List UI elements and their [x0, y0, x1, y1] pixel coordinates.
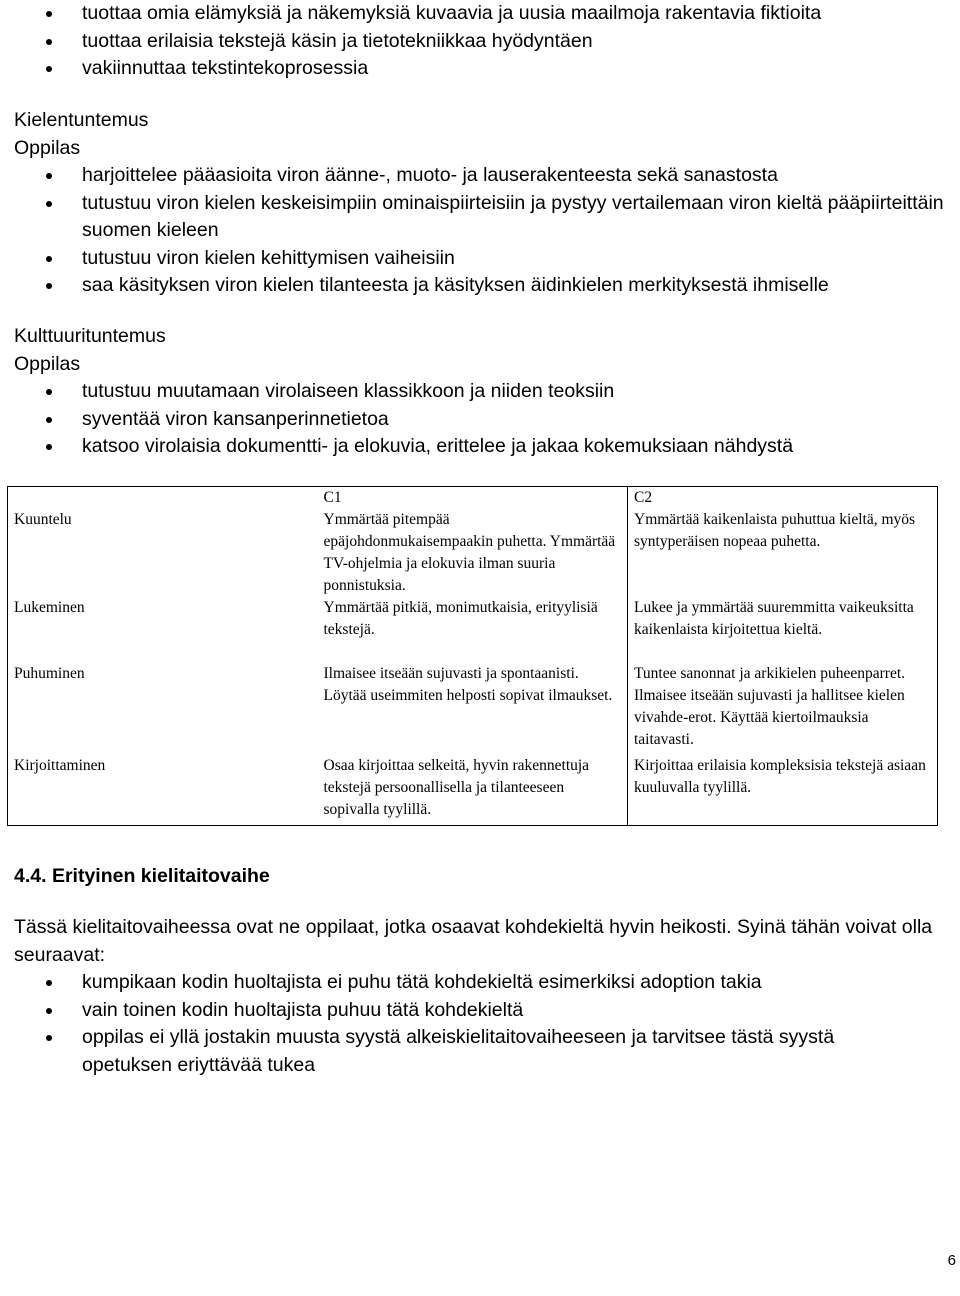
c1-cell: Osaa kirjoittaa selkeitä, hyvin rakennettuja tekstejä persoonallisella ja tilanteeseen sopivalla tyylillä. — [318, 751, 628, 826]
continued-bullet-list — [0, 0, 960, 83]
kielentuntemus-heading: Kielentuntemus — [14, 109, 149, 131]
table-row — [8, 751, 938, 826]
table-header-row — [8, 487, 938, 510]
section-heading: 4.4. Erityinen kielitaitovaihe — [14, 865, 270, 887]
page-number: 6 — [947, 1252, 956, 1269]
list-item: syventää viron kansanperinnetietoa — [0, 406, 960, 434]
list-item: vain toinen kodin huoltajista puhuu tätä kohdekieltä — [0, 997, 960, 1025]
kulttuurituntemus-heading: Kulttuurituntemus — [14, 325, 166, 347]
table-header-cell: C2 — [634, 489, 653, 506]
list-item: tuottaa erilaisia tekstejä käsin ja tietotekniikkaa hyödyntäen — [0, 28, 960, 56]
kielentuntemus-section — [0, 106, 960, 300]
c2-cell: Tuntee sanonnat ja arkikielen puheenparret. Ilmaisee itseään sujuvasti ja hallitsee kielen vivahde-erot. Käyttää kiertoilmauksia taitavasti. — [634, 665, 906, 748]
c2-cell: Lukee ja ymmärtää suuremmitta vaikeuksitta kaikenlaista kirjoitettua kieltä. — [634, 599, 914, 638]
table-row — [8, 597, 938, 663]
kulttuurituntemus-section — [0, 322, 960, 461]
table-header-cell — [8, 487, 318, 510]
list-item: saa käsityksen viron kielen tilanteesta ja käsityksen äidinkielen merkityksestä ihmiselle — [0, 272, 960, 300]
c1-cell: Ymmärtää pitkiä, monimutkaisia, erityylisiä tekstejä. — [318, 597, 628, 663]
list-item: tutustuu viron kielen keskeisimpiin ominaispiirteisiin ja pystyy vertailemaan viron kieltä pääpiirteittäin suomen kieleen — [0, 190, 960, 245]
kulttuurituntemus-bullet-list — [0, 378, 960, 461]
list-item: tutustuu muutamaan virolaiseen klassikkoon ja niiden teoksiin — [0, 378, 960, 406]
c1-cell: Ilmaisee itseään sujuvasti ja spontaanisti. Löytää useimmiten helposti sopivat ilmaukset. — [318, 663, 628, 751]
table-row — [8, 509, 938, 597]
list-item: kumpikaan kodin huoltajista ei puhu tätä kohdekieltä esimerkiksi adoption takia — [0, 969, 960, 997]
list-item: katsoo virolaisia dokumentti- ja elokuvia, erittelee ja jakaa kokemuksiaan nähdystä — [0, 433, 960, 461]
table-row — [8, 663, 938, 751]
intro-paragraph: Tässä kielitaitovaiheessa ovat ne oppilaat, jotka osaavat kohdekieltä hyvin heikosti. Syinä tähän voivat olla seuraavat: — [14, 916, 933, 966]
list-item: oppilas ei yllä jostakin muusta syystä alkeiskielitaitovaiheeseen ja tarvitsee tästä syystä opetuksen eriyttävää tukea — [0, 1024, 960, 1079]
list-item: tutustuu viron kielen kehittymisen vaiheisiin — [0, 245, 960, 273]
list-item: tuottaa omia elämyksiä ja näkemyksiä kuvaavia ja uusia maailmoja rakentavia fiktioita — [0, 0, 960, 28]
section-intro — [14, 914, 944, 969]
table-header-cell: C1 — [318, 487, 628, 510]
kielentuntemus-bullet-list — [0, 162, 960, 300]
skill-cell: Kuuntelu — [14, 511, 72, 528]
list-item: harjoittelee pääasioita viron äänne-, muoto- ja lauserakenteesta sekä sanastosta — [0, 162, 960, 190]
skill-cell: Lukeminen — [14, 599, 85, 616]
skill-cell: Kirjoittaminen — [14, 757, 106, 774]
section-bullet-list — [0, 969, 960, 1079]
c1-cell: Ymmärtää pitempää epäjohdonmukaisempaakin puhetta. Ymmärtää TV-ohjelmia ja elokuvia ilman suuria ponnistuksia. — [318, 509, 628, 597]
skill-cell: Puhuminen — [14, 665, 85, 682]
c2-cell: Kirjoittaa erilaisia kompleksisia tekstejä asiaan kuuluvalla tyylillä. — [634, 757, 926, 796]
list-item: vakiinnuttaa tekstintekoprosessia — [0, 55, 960, 83]
language-levels-table — [7, 486, 938, 826]
c2-cell: Ymmärtää kaikenlaista puhuttua kieltä, myös syntyperäisen nopeaa puhetta. — [634, 511, 916, 550]
kielentuntemus-subheading: Oppilas — [14, 137, 81, 159]
kulttuurituntemus-subheading: Oppilas — [14, 353, 81, 375]
